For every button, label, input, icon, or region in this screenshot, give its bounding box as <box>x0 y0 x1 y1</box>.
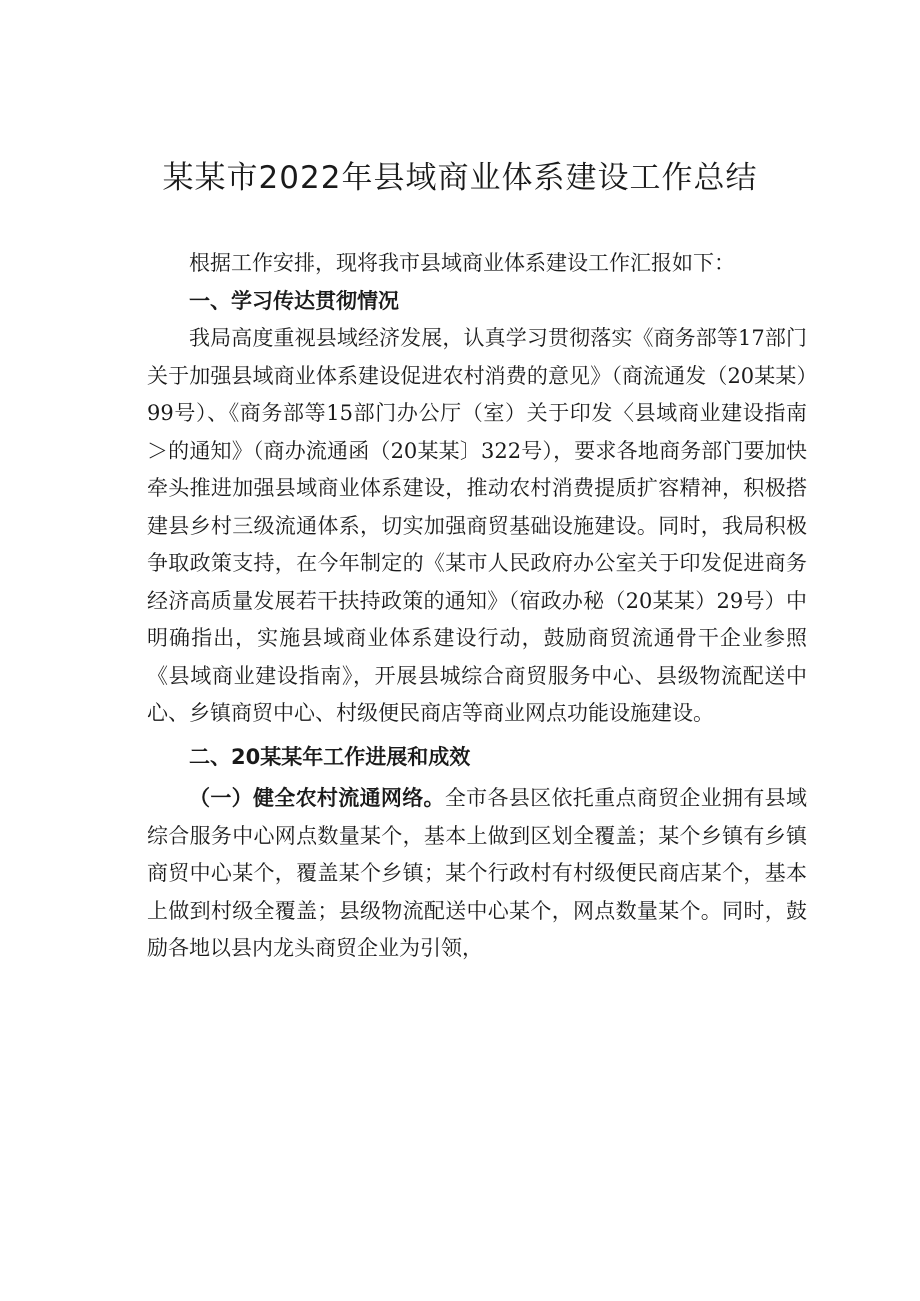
section-2-item-1 <box>147 780 807 968</box>
document-title: 某某市2022年县域商业体系建设工作总结 <box>162 160 758 196</box>
section-2-heading: 二、20某某年工作进展和成效 <box>189 744 471 769</box>
section-2-item-1-lead: （一）健全农村流通网络。 <box>189 786 445 810</box>
section-1-heading: 一、学习传达贯彻情况 <box>189 288 399 313</box>
document-body <box>147 245 807 968</box>
section-2-item-1-text: 全市各县区依托重点商贸企业拥有县域综合服务中心网点数量某个，基本上做到区划全覆盖；某个乡镇有乡镇商贸中心某个，覆盖某个乡镇；某个行政村有村级便民商店某个，基本上做到村级全覆盖；县级物流配送中心某个，网点数量某个。同时，鼓励各地以县内龙头商贸企业为引领， <box>147 786 808 960</box>
intro-paragraph: 根据工作安排，现将我市县域商业体系建设工作汇报如下： <box>189 251 735 275</box>
section-1-paragraph: 我局高度重视县域经济发展，认真学习贯彻落实《商务部等17部门关于加强县域商业体系建设促进农村消费的意见》（商流通发（20某某）99号）、《商务部等15部门办公厅（室）关于印发〈县域商业建设指南＞的通知》（商办流通函（20某某〕322号），要求各地商务部门要加快牵头推进加强县域商业体系建设，推动农村消费提质扩容精神，积极搭建县乡村三级流通体系，切实加强商贸基础设施建设。同时，我局积极争取政策支持，在今年制定的《某市人民政府办公室关于印发促进商务经济高质量发展若干扶持政策的通知》（宿政办秘（20某某）29号）中明确指出，实施县域商业体系建设行动，鼓励商贸流通骨干企业参照《县域商业建设指南》，开展县城综合商贸服务中心、县级物流配送中心、乡镇商贸中心、村级便民商店等商业网点功能设施建设。 <box>147 326 807 725</box>
